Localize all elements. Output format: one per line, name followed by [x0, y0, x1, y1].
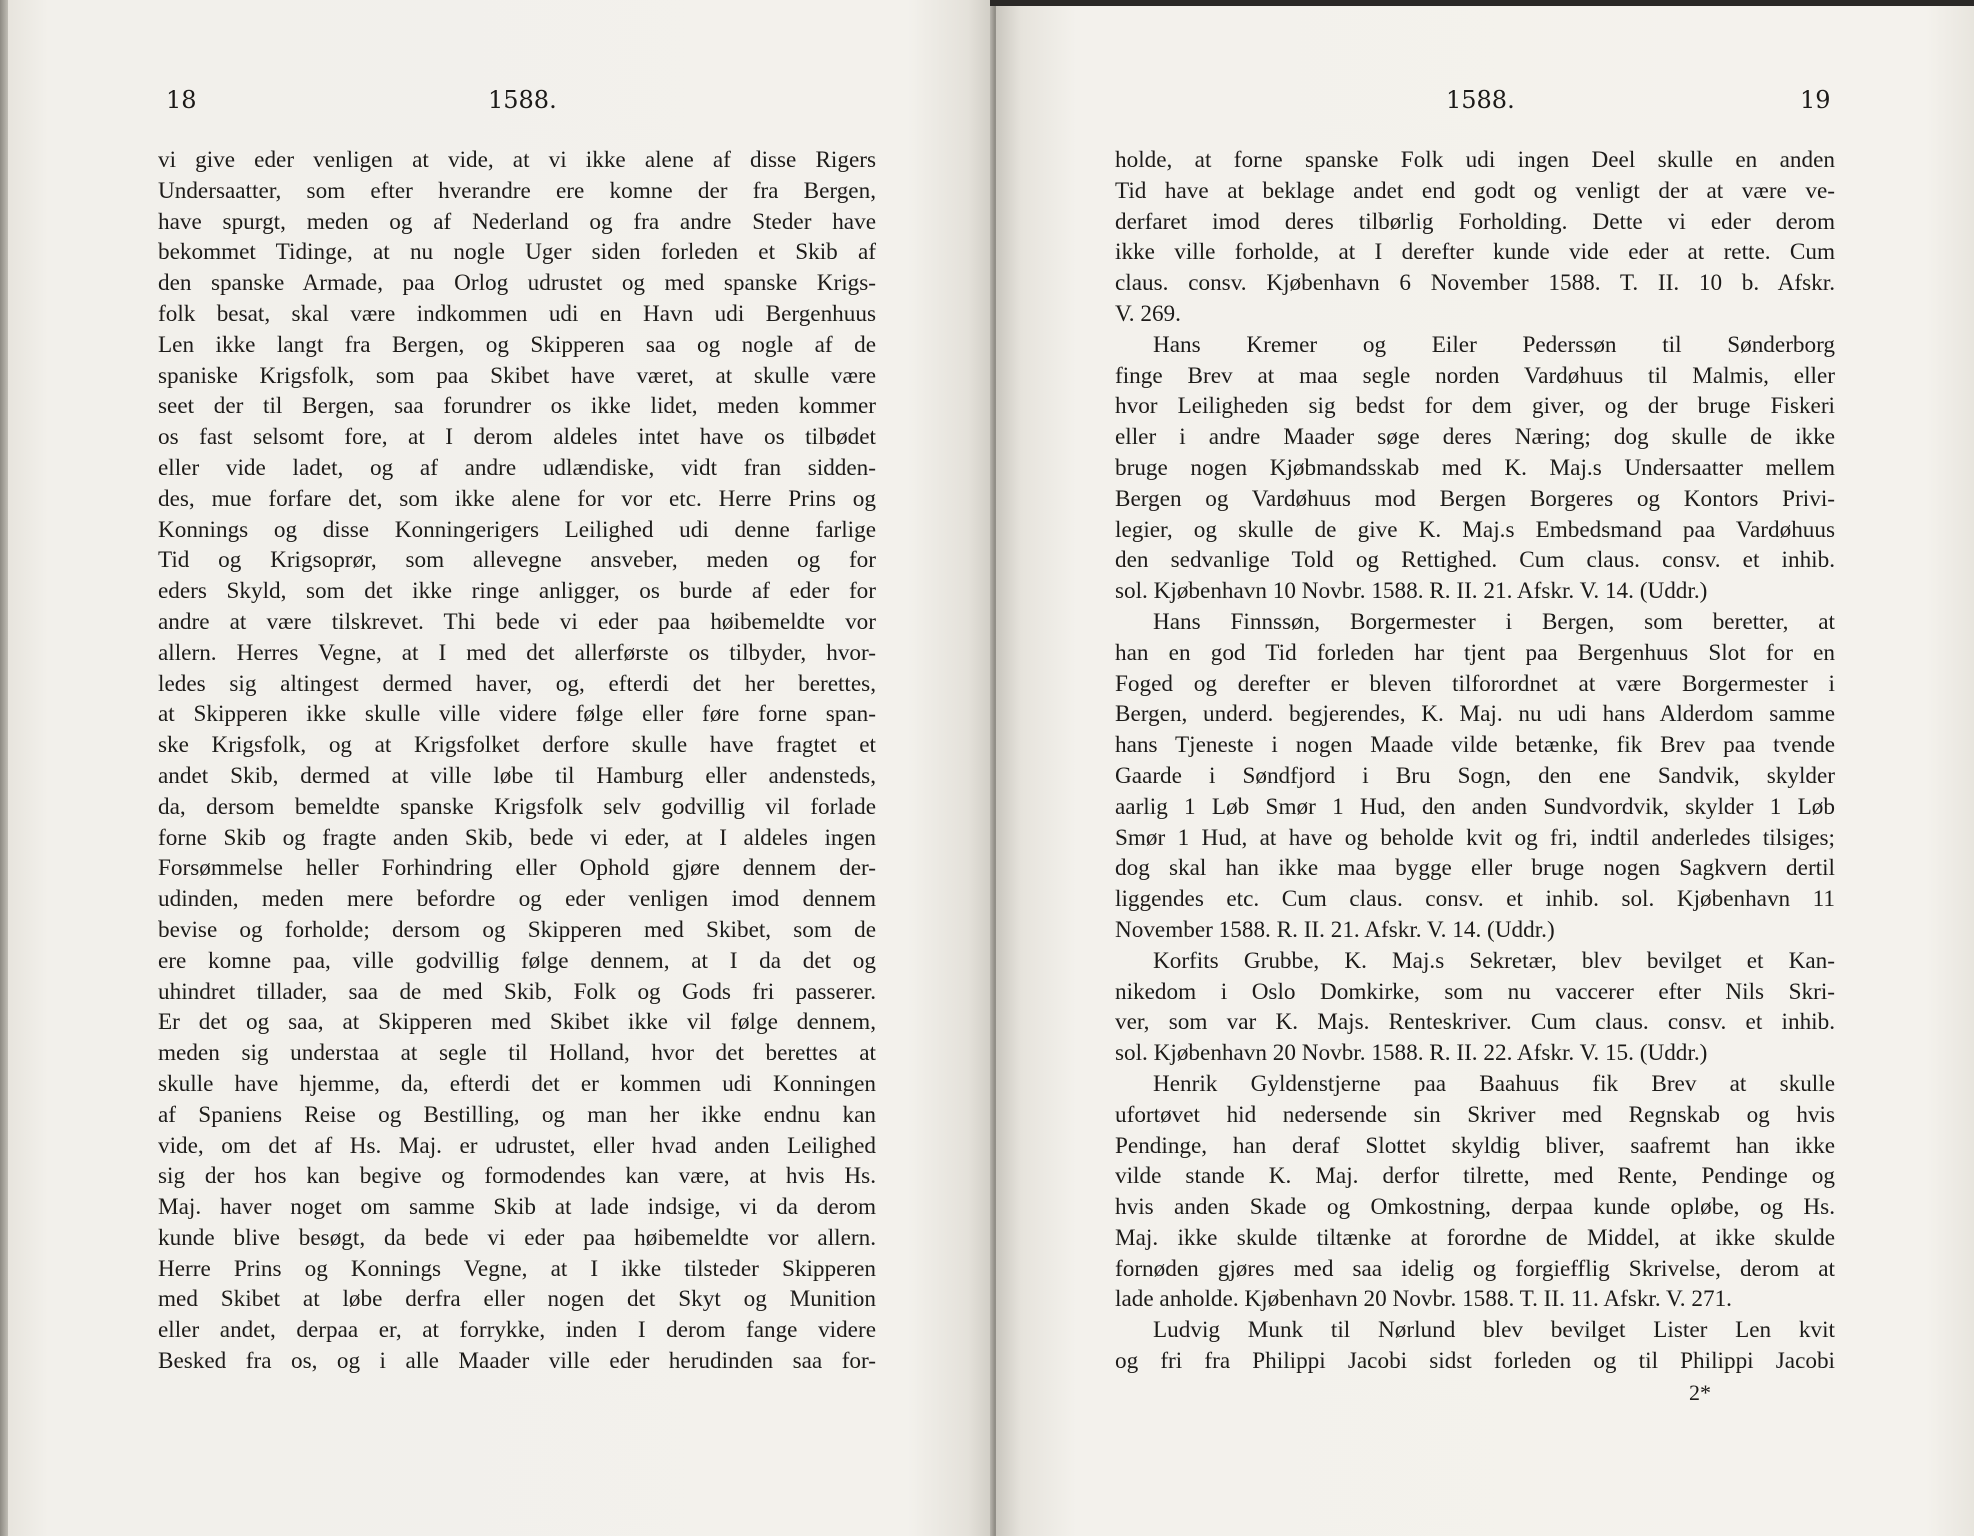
text-line: Undersaatter, som efter hverandre ere komne der fra Bergen, [158, 177, 876, 204]
text-line: Tid og Krigsoprør, som allevegne ansveber, meden og for [158, 547, 876, 574]
text-line: Besked fra os, og i alle Maader ville eder herudinden saa for- [158, 1348, 876, 1375]
text-line: vilde stande K. Maj. derfor tilrette, med Rente, Pendinge og [1115, 1163, 1835, 1190]
signature-mark: 2* [1689, 1380, 1711, 1405]
text-line: folk besat, skal være indkommen udi en Havn udi Bergenhuus [158, 300, 876, 327]
text-line: Bergen og Vardøhuus mod Bergen Borgeres og Kontors Privi- [1115, 485, 1835, 512]
text-line: vi give eder venligen at vide, at vi ikke alene af disse Rigers [158, 147, 876, 173]
text-line: sig der hos kan begive og formodendes kan være, at hvis Hs. [158, 1163, 876, 1190]
text-line: Hans Kremer og Eiler Pederssøn til Sønderborg [1153, 331, 1835, 358]
text-line: spaniske Krigsfolk, som paa Skibet have været, at skulle være [158, 362, 876, 389]
text-line: han en god Tid forleden har tjent paa Bergenhuus Slot for en [1115, 639, 1835, 666]
text-line: Gaarde i Søndfjord i Bru Sogn, den ene Sandvik, skylder [1115, 762, 1835, 789]
text-line: have spurgt, meden og af Nederland og fra andre Steder have [158, 208, 876, 235]
right-running-head: 1588. [1446, 86, 1515, 114]
text-line: hvis anden Skade og Omkostning, derpaa kunde opløbe, og Hs. [1115, 1194, 1835, 1221]
left-page [8, 0, 993, 1536]
text-line: Maj. haver noget om samme Skib at lade indsige, vi da derom [158, 1194, 876, 1221]
text-line: ver, som var K. Majs. Renteskriver. Cum claus. consv. et inhib. [1115, 1009, 1835, 1036]
text-line: eller vide ladet, og af andre udlændiske, vidt fran sidden- [158, 454, 876, 481]
text-line: Ludvig Munk til Nørlund blev bevilget Lister Len kvit [1153, 1317, 1835, 1344]
right-page [996, 0, 1974, 1536]
left-running-head: 1588. [488, 86, 557, 114]
left-body-text [158, 145, 876, 1377]
text-line: Henrik Gyldenstjerne paa Baahuus fik Brev at skulle [1153, 1070, 1835, 1097]
text-line: derfaret imod deres tilbørlig Forholding. Dette vi eder derom [1115, 208, 1835, 235]
text-line: meden sig understaa at segle til Holland, hvor det berettes at [158, 1040, 876, 1067]
text-line: November 1588. R. II. 21. Afskr. V. 14. (Uddr.) [1115, 916, 1555, 943]
text-line: os fast selsomt fore, at I derom aldeles intet have os tilbødet [158, 424, 876, 451]
text-line: lade anholde. Kjøbenhavn 20 Novbr. 1588. T. II. 11. Afskr. V. 271. [1115, 1286, 1732, 1313]
text-line: eller andet, derpaa er, at forrykke, inden I derom fange videre [158, 1317, 876, 1344]
text-line: Bergen, underd. begjerendes, K. Maj. nu udi hans Alderdom samme [1115, 701, 1835, 728]
text-line: V. 269. [1115, 300, 1181, 327]
text-line: forne Skib og fragte anden Skib, bede vi eder, at I aldeles ingen [158, 824, 876, 851]
text-line: Er det og saa, at Skipperen med Skibet ikke vil følge dennem, [158, 1009, 876, 1036]
text-line: ikke ville forholde, at I derefter kunde vide eder at rette. Cum [1115, 239, 1835, 266]
text-line: Maj. ikke skulde tiltænke at forordne de Middel, at ikke skulde [1115, 1224, 1835, 1251]
text-line: Pendinge, han deraf Slottet skyldig bliver, saafremt han ikke [1115, 1132, 1835, 1159]
text-line: dog skal han ikke maa bygge eller bruge nogen Sagkvern dertil [1115, 855, 1835, 882]
text-line: hvor Leiligheden sig bedst for dem giver, og der bruge Fiskeri [1115, 393, 1835, 420]
text-line: udinden, meden mere befordre og eder venligen imod dennem [158, 886, 876, 913]
text-line: eller i andre Maader søge deres Næring; dog skulle de ikke [1115, 424, 1835, 451]
text-line: den spanske Armade, paa Orlog udrustet og med spanske Krigs- [158, 270, 876, 297]
text-line: Smør 1 Hud, at have og beholde kvit og fri, indtil anderledes tilsiges; [1115, 824, 1835, 851]
text-line: Konnings og disse Konningerigers Leilighed udi denne farlige [158, 516, 876, 543]
top-edge [990, 0, 1974, 6]
text-line: liggendes etc. Cum claus. consv. et inhib. sol. Kjøbenhavn 11 [1115, 886, 1835, 913]
text-line: Hans Finnssøn, Borgermester i Bergen, som beretter, at [1153, 608, 1835, 635]
text-line: ufortøvet hid nedersende sin Skriver med Regnskab og hvis [1115, 1101, 1835, 1128]
text-line: Herre Prins og Konnings Vegne, at I ikke tilsteder Skipperen [158, 1255, 876, 1282]
text-line: bekommet Tidinge, at nu nogle Uger siden forleden et Skib af [158, 239, 876, 266]
text-line: aarlig 1 Løb Smør 1 Hud, den anden Sundvordvik, skylder 1 Løb [1115, 793, 1835, 820]
text-line: ske Krigsfolk, og at Krigsfolket derfore skulle have fragtet et [158, 732, 876, 759]
text-line: fornøden gjøres med saa idelig og forgiefflig Skrivelse, derom at [1115, 1255, 1835, 1282]
text-line: da, dersom bemeldte spanske Krigsfolk selv godvillig vil forlade [158, 793, 876, 820]
text-line: vide, om det af Hs. Maj. er udrustet, eller hvad anden Leilighed [158, 1132, 876, 1159]
text-line: allern. Herres Vegne, at I med det allerførste os tilbyder, hvor- [158, 639, 876, 666]
text-line: kunde blive besøgt, da bede vi eder paa høibemeldte vor allern. [158, 1224, 876, 1251]
text-line: seet der til Bergen, saa forundrer os ikke lidet, meden kommer [158, 393, 876, 420]
left-page-number: 18 [166, 86, 197, 114]
text-line: at Skipperen ikke skulle ville videre følge eller føre forne span- [158, 701, 876, 728]
text-line: sol. Kjøbenhavn 10 Novbr. 1588. R. II. 21. Afskr. V. 14. (Uddr.) [1115, 578, 1708, 605]
text-line: sol. Kjøbenhavn 20 Novbr. 1588. R. II. 22. Afskr. V. 15. (Uddr.) [1115, 1040, 1708, 1067]
text-line: andet Skib, dermed at ville løbe til Hamburg eller andensteds, [158, 762, 876, 789]
text-line: nikedom i Oslo Domkirke, som nu vaccerer efter Nils Skri- [1115, 978, 1835, 1005]
text-line: eders Skyld, som det ikke ringe anligger, os burde af eder for [158, 578, 876, 605]
text-line: finge Brev at maa segle norden Vardøhuus til Malmis, eller [1115, 362, 1835, 389]
text-line: ledes sig altingest dermed haver, og, efterdi det her berettes, [158, 670, 876, 697]
right-body-text [1115, 145, 1835, 1377]
right-page-number: 19 [1800, 86, 1831, 114]
text-line: holde, at forne spanske Folk udi ingen Deel skulle en anden [1115, 147, 1835, 173]
text-line: Len ikke langt fra Bergen, og Skipperen saa og nogle af de [158, 331, 876, 358]
text-line: Tid have at beklage andet end godt og venligt der at være ve- [1115, 177, 1835, 204]
text-line: og fri fra Philippi Jacobi sidst forleden og til Philippi Jacobi [1115, 1348, 1835, 1375]
text-line: skulle have hjemme, da, efterdi det er kommen udi Konningen [158, 1070, 876, 1097]
text-line: med Skibet at løbe derfra eller nogen det Skyt og Munition [158, 1286, 876, 1313]
text-line: claus. consv. Kjøbenhavn 6 November 1588. T. II. 10 b. Afskr. [1115, 270, 1835, 297]
text-line: af Spaniens Reise og Bestilling, og man her ikke endnu kan [158, 1101, 876, 1128]
text-line: den sedvanlige Told og Rettighed. Cum claus. consv. et inhib. [1115, 547, 1835, 574]
text-line: bruge nogen Kjøbmandsskab med K. Maj.s Undersaatter mellem [1115, 454, 1835, 481]
text-line: Korfits Grubbe, K. Maj.s Sekretær, blev bevilget et Kan- [1153, 947, 1835, 974]
text-line: bevise og forholde; dersom og Skipperen med Skibet, som de [158, 916, 876, 943]
text-line: Foged og derefter er bleven tilforordnet at være Borgermester i [1115, 670, 1835, 697]
text-line: andre at være tilskrevet. Thi bede vi eder paa høibemeldte vor [158, 608, 876, 635]
text-line: Forsømmelse heller Forhindring eller Ophold gjøre dennem der- [158, 855, 876, 882]
text-line: des, mue forfare det, som ikke alene for vor etc. Herre Prins og [158, 485, 876, 512]
text-line: hans Tjeneste i nogen Maade vilde betænke, fik Brev paa tvende [1115, 732, 1835, 759]
text-line: uhindret tillader, saa de med Skib, Folk og Gods fri passerer. [158, 978, 876, 1005]
text-line: ere komne paa, ville godvillig følge dennem, at I da det og [158, 947, 876, 974]
text-line: legier, og skulle de give K. Maj.s Embedsmand paa Vardøhuus [1115, 516, 1835, 543]
